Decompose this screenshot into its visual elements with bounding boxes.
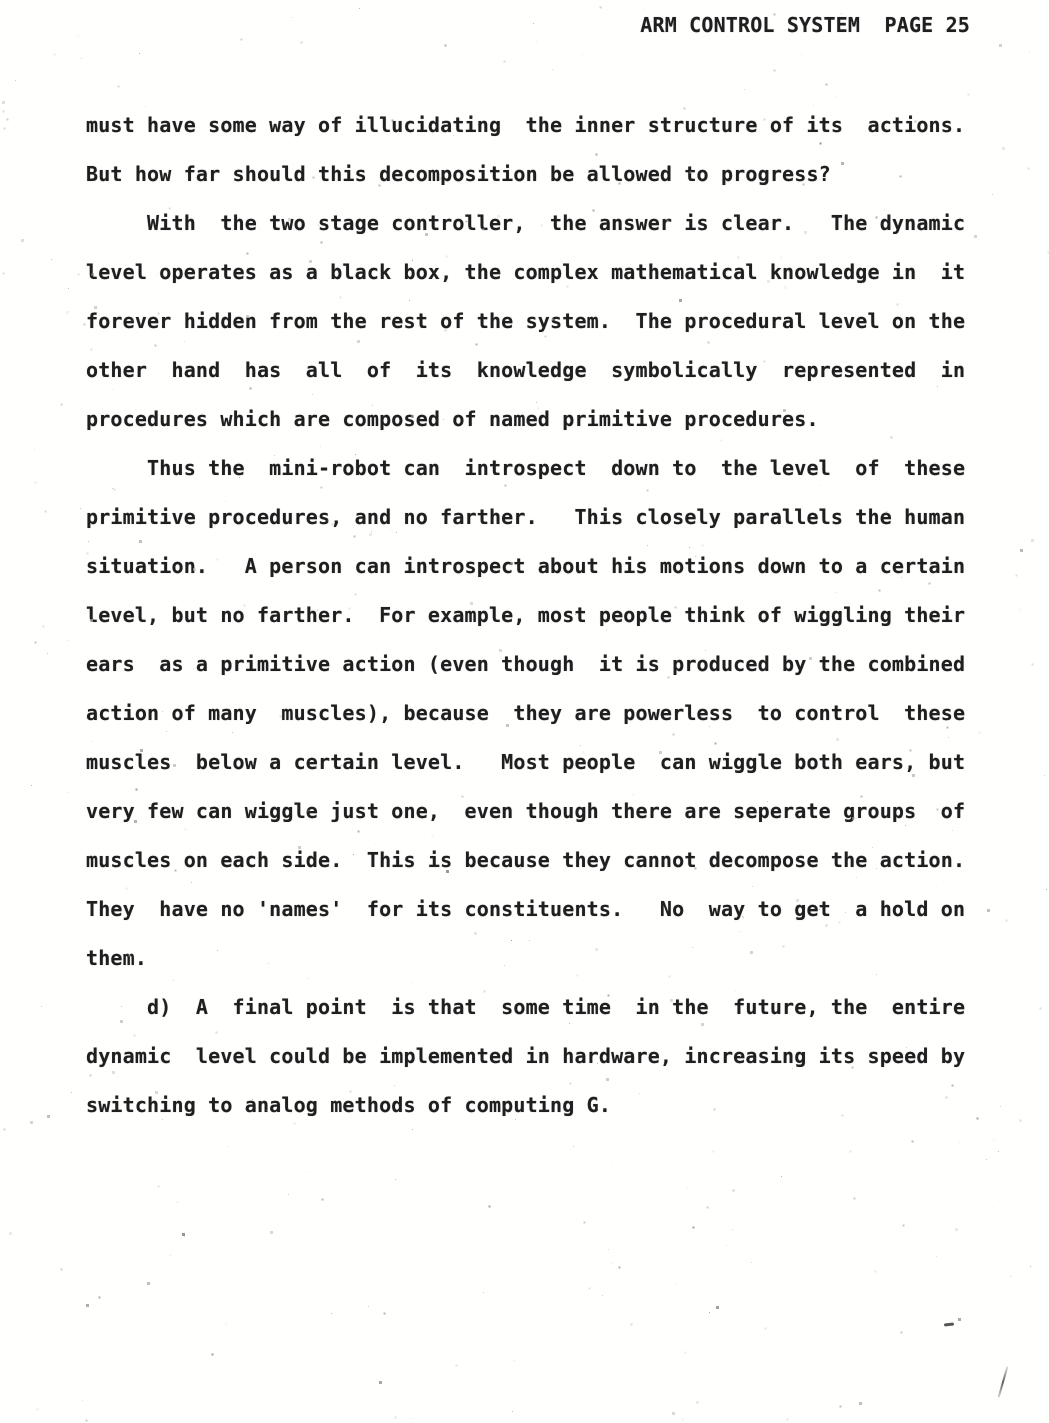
text-line: level, but no farther. For example, most people think of wiggling their [86,603,966,627]
page-body [86,101,976,1130]
text-line: action of many muscles), because they are powerless to control these [86,701,966,725]
text-line: forever hidden from the rest of the system. The procedural level on the [86,309,966,333]
text-line: Thus the mini-robot can introspect down to the level of these [86,456,966,480]
page-header: ARM CONTROL SYSTEM PAGE 25 [640,13,970,37]
text-line: procedures which are composed of named primitive procedures. [86,407,819,431]
scan-artifact-dash [944,1322,954,1326]
text-line: switching to analog methods of computing G. [86,1093,612,1117]
text-line: primitive procedures, and no farther. This closely parallels the human [86,505,966,529]
text-line: situation. A person can introspect about his motions down to a certain [86,554,966,578]
text-line: level operates as a black box, the complex mathematical knowledge in it [86,260,966,284]
text-line: With the two stage controller, the answer is clear. The dynamic [86,211,966,235]
text-line: them. [86,946,148,970]
text-line: other hand has all of its knowledge symbolically represented in [86,358,966,382]
scan-noise [0,0,1,1]
text-line: ears as a primitive action (even though it is produced by the combined [86,652,966,676]
text-line: muscles on each side. This is because they cannot decompose the action. [86,848,966,872]
text-line: dynamic level could be implemented in hardware, increasing its speed by [86,1044,966,1068]
text-line: very few can wiggle just one, even though there are seperate groups of [86,799,966,823]
text-line: d) A final point is that some time in the future, the entire [86,995,966,1019]
scan-artifact-scratch [998,1366,1009,1397]
text-line: muscles below a certain level. Most people can wiggle both ears, but [86,750,966,774]
text-line: But how far should this decomposition be allowed to progress? [86,162,831,186]
text-line: They have no 'names' for its constituents. No way to get a hold on [86,897,966,921]
text-line: must have some way of illucidating the inner structure of its actions. [86,113,966,137]
